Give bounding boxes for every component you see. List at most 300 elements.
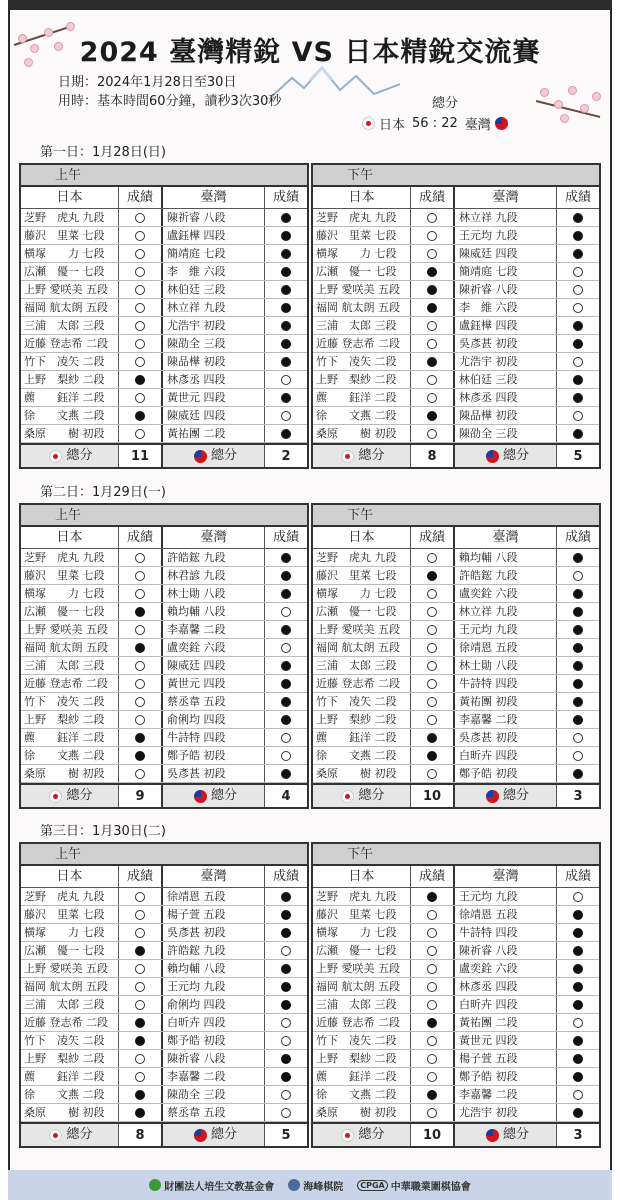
win-circle-icon (573, 892, 583, 902)
taiwan-flag-icon (194, 790, 207, 803)
taiwan-result-cell (557, 711, 599, 728)
loss-dot-icon (573, 589, 583, 599)
table-row (313, 1014, 599, 1032)
table-row (313, 317, 599, 335)
taiwan-player-name: 陳威廷 四段 (455, 245, 557, 262)
session-totals-row (313, 1122, 599, 1146)
taiwan-result-cell (265, 978, 307, 995)
taiwan-result-cell (557, 978, 599, 995)
loss-dot-icon (573, 321, 583, 331)
taiwan-result-cell (265, 942, 307, 959)
taiwan-player-name: 王元均 九段 (455, 888, 557, 905)
japan-player-name: 竹下 凌矢 二段 (313, 1032, 411, 1049)
overall-score-value: 56 : 22 (412, 116, 458, 131)
japan-player-name: 桑原 樹 初段 (21, 425, 119, 442)
loss-dot-icon (573, 715, 583, 725)
japan-player-name: 藨 鈺洋 二段 (21, 729, 119, 746)
table-row (21, 585, 307, 603)
loss-dot-icon (281, 571, 291, 581)
taiwan-player-name: 黃世元 四段 (163, 675, 265, 692)
loss-dot-icon (281, 213, 291, 223)
loss-dot-icon (135, 643, 145, 653)
day-title: 第二日：1月29日(一) (40, 485, 166, 500)
win-circle-icon (427, 910, 437, 920)
japan-flag-icon (49, 1129, 62, 1142)
japan-player-name: 上野 愛咲美 五段 (313, 281, 411, 298)
win-circle-icon (427, 249, 437, 259)
taiwan-player-name: 徐靖恩 五段 (455, 906, 557, 923)
japan-player-name: 横塚 力 七段 (21, 585, 119, 602)
loss-dot-icon (427, 303, 437, 313)
taiwan-player-name: 李嘉馨 二段 (455, 711, 557, 728)
japan-player-name: 広瀬 優一 七段 (313, 603, 411, 620)
table-row (21, 675, 307, 693)
win-circle-icon (135, 1072, 145, 1082)
taiwan-result-cell (265, 639, 307, 656)
loss-dot-icon (281, 393, 291, 403)
win-circle-icon (135, 393, 145, 403)
taiwan-result-cell (557, 888, 599, 905)
column-header-result: 成績 (564, 869, 591, 884)
japan-result-cell (119, 924, 163, 941)
taiwan-player-name: 牛詩特 四段 (455, 675, 557, 692)
japan-player-name: 徐 文燕 二段 (21, 407, 119, 424)
taiwan-result-cell (265, 209, 307, 226)
loss-dot-icon (281, 429, 291, 439)
table-row (313, 603, 599, 621)
japan-result-cell (411, 1050, 455, 1067)
win-circle-icon (573, 357, 583, 367)
column-header-result: 成績 (272, 530, 299, 545)
win-circle-icon (427, 982, 437, 992)
taiwan-player-name: 李 維 六段 (455, 299, 557, 316)
win-circle-icon (573, 303, 583, 313)
column-headers (313, 866, 599, 888)
match-rows (313, 888, 599, 1122)
japan-total-value: 11 (119, 445, 163, 467)
table-row (21, 639, 307, 657)
taiwan-player-name: 吳彥甚 初段 (163, 924, 265, 941)
table-row (21, 299, 307, 317)
loss-dot-icon (573, 928, 583, 938)
taiwan-player-name: 王元均 九段 (455, 621, 557, 638)
afternoon-session-table (311, 842, 601, 1148)
table-row (313, 960, 599, 978)
japan-result-cell (411, 263, 455, 280)
loss-dot-icon (281, 303, 291, 313)
taiwan-result-cell (557, 353, 599, 370)
japan-player-name: 桑原 樹 初段 (21, 765, 119, 782)
japan-result-cell (119, 1014, 163, 1031)
table-row (21, 960, 307, 978)
loss-dot-icon (135, 1036, 145, 1046)
table-row (21, 765, 307, 783)
win-circle-icon (427, 946, 437, 956)
japan-total-label (313, 785, 411, 807)
taiwan-result-cell (265, 353, 307, 370)
taiwan-player-name: 陳祈睿 八段 (163, 1050, 265, 1067)
taiwan-player-name: 蔡丞韋 五段 (163, 693, 265, 710)
japan-player-name: 上野 梨紗 二段 (313, 711, 411, 728)
win-circle-icon (573, 411, 583, 421)
session-heading: 下午 (313, 844, 599, 866)
taiwan-result-cell (557, 317, 599, 334)
table-row (21, 335, 307, 353)
column-header-result: 成績 (411, 527, 455, 548)
taiwan-player-name: 陳品樺 初段 (163, 353, 265, 370)
japan-result-cell (119, 906, 163, 923)
table-row (21, 1068, 307, 1086)
japan-flag-icon (341, 790, 354, 803)
loss-dot-icon (281, 661, 291, 671)
loss-dot-icon (281, 964, 291, 974)
table-row (21, 549, 307, 567)
win-circle-icon (135, 321, 145, 331)
japan-result-cell (119, 281, 163, 298)
footer-org-2-name: 海峰棋院 (303, 1181, 344, 1193)
japan-player-name: 上野 愛咲美 五段 (21, 281, 119, 298)
japan-result-cell (119, 675, 163, 692)
loss-dot-icon (135, 375, 145, 385)
taiwan-player-name: 盧鈺樺 四段 (455, 317, 557, 334)
session-heading: 下午 (313, 165, 599, 187)
japan-player-name: 藤沢 里菜 七段 (21, 567, 119, 584)
japan-result-cell (411, 765, 455, 782)
table-row (21, 389, 307, 407)
loss-dot-icon (573, 339, 583, 349)
taiwan-flag-icon (486, 450, 499, 463)
japan-result-cell (411, 549, 455, 566)
japan-player-name: 藤沢 里菜 七段 (313, 227, 411, 244)
taiwan-player-name: 林立祥 九段 (455, 209, 557, 226)
table-row (313, 711, 599, 729)
taiwan-result-cell (265, 567, 307, 584)
column-header-japan: 日本 (313, 527, 411, 548)
win-circle-icon (427, 213, 437, 223)
taiwan-result-cell (265, 281, 307, 298)
japan-result-cell (411, 371, 455, 388)
taiwan-player-name: 俞俐均 四段 (163, 711, 265, 728)
japan-result-cell (119, 621, 163, 638)
japan-player-name: 芝野 虎丸 九段 (313, 209, 411, 226)
japan-flag-icon (362, 117, 375, 130)
taiwan-player-name: 許皓鋐 九段 (163, 549, 265, 566)
japan-player-name: 徐 文燕 二段 (21, 747, 119, 764)
taiwan-result-cell (265, 729, 307, 746)
total-label-text: 總分 (502, 448, 529, 463)
session-totals-row (21, 1122, 307, 1146)
taiwan-player-name: 林彥丞 四段 (455, 978, 557, 995)
column-header-result: 成績 (119, 866, 163, 887)
taiwan-result-cell (557, 1104, 599, 1121)
loss-dot-icon (135, 1018, 145, 1028)
column-headers (21, 527, 307, 549)
event-meta (58, 73, 281, 111)
japan-player-name: 芝野 虎丸 九段 (21, 209, 119, 226)
table-row (313, 942, 599, 960)
taiwan-player-name: 牛詩特 四段 (455, 924, 557, 941)
taiwan-player-name: 俞俐均 四段 (163, 996, 265, 1013)
japan-result-cell (119, 389, 163, 406)
taiwan-player-name: 蔡丞韋 五段 (163, 1104, 265, 1121)
japan-player-name: 横塚 力 七段 (313, 245, 411, 262)
table-row (313, 657, 599, 675)
total-label-text: 總分 (210, 1127, 237, 1142)
japan-player-name: 三浦 太郎 三段 (21, 996, 119, 1013)
taiwan-player-name: 林士勛 八段 (163, 585, 265, 602)
win-circle-icon (135, 679, 145, 689)
japan-result-cell (119, 567, 163, 584)
japan-result-cell (119, 209, 163, 226)
japan-total-label (21, 785, 119, 807)
win-circle-icon (135, 589, 145, 599)
loss-dot-icon (281, 697, 291, 707)
taiwan-player-name: 陳劭全 三段 (455, 425, 557, 442)
japan-result-cell (119, 888, 163, 905)
table-row (21, 906, 307, 924)
japan-result-cell (119, 1068, 163, 1085)
win-circle-icon (281, 375, 291, 385)
taiwan-total-label (163, 1124, 265, 1146)
japan-player-name: 横塚 力 七段 (21, 924, 119, 941)
win-circle-icon (281, 1018, 291, 1028)
afternoon-session-table (311, 503, 601, 809)
japan-player-name: 竹下 凌矢 二段 (313, 693, 411, 710)
day-title: 第三日：1月30日(二) (40, 824, 166, 839)
japan-player-name: 上野 愛咲美 五段 (21, 960, 119, 977)
taiwan-result-cell (265, 1014, 307, 1031)
win-circle-icon (135, 1054, 145, 1064)
win-circle-icon (427, 231, 437, 241)
win-circle-icon (427, 1054, 437, 1064)
table-row (21, 693, 307, 711)
win-circle-icon (135, 769, 145, 779)
japan-player-name: 福岡 航太朗 五段 (21, 299, 119, 316)
taiwan-player-name: 許皓鋐 九段 (163, 942, 265, 959)
japan-player-name: 上野 梨紗 二段 (313, 1050, 411, 1067)
loss-dot-icon (573, 661, 583, 671)
japan-result-cell (411, 227, 455, 244)
taiwan-result-cell (557, 209, 599, 226)
taiwan-result-cell (265, 621, 307, 638)
taiwan-player-name: 鄭予皓 初段 (163, 747, 265, 764)
loss-dot-icon (281, 231, 291, 241)
japan-total-value: 8 (411, 445, 455, 467)
loss-dot-icon (427, 892, 437, 902)
taiwan-result-cell (265, 675, 307, 692)
win-circle-icon (135, 571, 145, 581)
win-circle-icon (427, 553, 437, 563)
japan-player-name: 藨 鈺洋 二段 (313, 389, 411, 406)
loss-dot-icon (281, 339, 291, 349)
japan-result-cell (411, 693, 455, 710)
japan-player-name: 広瀬 優一 七段 (313, 942, 411, 959)
taiwan-player-name: 陳祈睿 八段 (455, 942, 557, 959)
taiwan-player-name: 楊子萱 五段 (163, 906, 265, 923)
taiwan-player-name: 尤浩宇 初段 (455, 353, 557, 370)
table-row (313, 729, 599, 747)
japan-result-cell (119, 729, 163, 746)
taiwan-player-name: 陳祈睿 八段 (163, 209, 265, 226)
taiwan-total-label (163, 785, 265, 807)
japan-player-name: 三浦 太郎 三段 (21, 657, 119, 674)
total-label-text: 總分 (502, 788, 529, 803)
win-circle-icon (135, 429, 145, 439)
japan-result-cell (119, 227, 163, 244)
taiwan-player-name: 李 維 六段 (163, 263, 265, 280)
taiwan-result-cell (265, 924, 307, 941)
win-circle-icon (573, 571, 583, 581)
win-circle-icon (573, 1090, 583, 1100)
loss-dot-icon (427, 1090, 437, 1100)
win-circle-icon (135, 249, 145, 259)
loss-dot-icon (281, 357, 291, 367)
event-date: 日期：2024年1月28日至30日 (58, 75, 237, 90)
taiwan-player-name: 盧奕銓 六段 (455, 585, 557, 602)
win-circle-icon (281, 1108, 291, 1118)
loss-dot-icon (573, 553, 583, 563)
total-label-text: 總分 (358, 448, 385, 463)
loss-dot-icon (573, 946, 583, 956)
japan-total-value: 8 (119, 1124, 163, 1146)
japan-player-name: 近藤 登志希 二段 (21, 675, 119, 692)
taiwan-result-cell (557, 1032, 599, 1049)
japan-player-name: 藤沢 里菜 七段 (21, 906, 119, 923)
japan-player-name: 芝野 虎丸 九段 (313, 888, 411, 905)
session-heading: 上午 (21, 165, 307, 187)
japan-result-cell (119, 407, 163, 424)
japan-player-name: 上野 梨紗 二段 (21, 1050, 119, 1067)
taiwan-result-cell (265, 711, 307, 728)
japan-result-cell (411, 1086, 455, 1103)
match-rows (313, 549, 599, 783)
column-header-japan: 日本 (313, 187, 411, 208)
loss-dot-icon (573, 1000, 583, 1010)
win-circle-icon (427, 643, 437, 653)
japan-player-name: 福岡 航太朗 五段 (313, 639, 411, 656)
loss-dot-icon (135, 1090, 145, 1100)
table-row (21, 1014, 307, 1032)
japan-result-cell (411, 924, 455, 941)
page-title: 2024 臺灣精銳 VS 日本精銳交流賽 (79, 37, 541, 68)
japan-player-name: 近藤 登志希 二段 (313, 1014, 411, 1031)
japan-total-value: 10 (411, 1124, 455, 1146)
japan-result-cell (411, 747, 455, 764)
taiwan-result-cell (265, 317, 307, 334)
win-circle-icon (427, 321, 437, 331)
match-rows (313, 209, 599, 443)
win-circle-icon (135, 928, 145, 938)
taiwan-result-cell (265, 389, 307, 406)
loss-dot-icon (573, 429, 583, 439)
table-row (313, 425, 599, 443)
taiwan-result-cell (557, 245, 599, 262)
taiwan-player-name: 賴均輔 八段 (455, 549, 557, 566)
taiwan-result-cell (557, 924, 599, 941)
japan-result-cell (411, 621, 455, 638)
taiwan-player-name: 楊子萱 五段 (455, 1050, 557, 1067)
taiwan-player-name: 林彥丞 四段 (163, 371, 265, 388)
taiwan-result-cell (265, 765, 307, 782)
table-row (313, 675, 599, 693)
taiwan-player-name: 吳彥甚 初段 (455, 335, 557, 352)
table-row (21, 1032, 307, 1050)
overall-score-heading: 總分 (432, 96, 459, 111)
column-header-japan: 日本 (21, 866, 119, 887)
win-circle-icon (135, 625, 145, 635)
japan-result-cell (411, 960, 455, 977)
taiwan-result-cell (265, 906, 307, 923)
taiwan-result-cell (557, 603, 599, 620)
taiwan-result-cell (265, 1032, 307, 1049)
loss-dot-icon (427, 357, 437, 367)
taiwan-player-name: 吳彥甚 初段 (163, 765, 265, 782)
japan-player-name: 上野 愛咲美 五段 (313, 960, 411, 977)
table-row (313, 263, 599, 281)
taiwan-result-cell (265, 603, 307, 620)
win-circle-icon (427, 1072, 437, 1082)
match-rows (21, 888, 307, 1122)
japan-result-cell (119, 549, 163, 566)
table-row (21, 1086, 307, 1104)
win-circle-icon (427, 661, 437, 671)
table-row (21, 227, 307, 245)
taiwan-result-cell (265, 549, 307, 566)
table-row (313, 639, 599, 657)
win-circle-icon (427, 375, 437, 385)
taiwan-result-cell (557, 335, 599, 352)
column-headers (21, 866, 307, 888)
match-rows (21, 209, 307, 443)
win-circle-icon (135, 910, 145, 920)
japan-player-name: 芝野 虎丸 九段 (313, 549, 411, 566)
table-row (21, 729, 307, 747)
win-circle-icon (427, 589, 437, 599)
loss-dot-icon (427, 1018, 437, 1028)
japan-result-cell (119, 1086, 163, 1103)
japan-result-cell (411, 657, 455, 674)
taiwan-result-cell (557, 729, 599, 746)
table-row (313, 371, 599, 389)
column-header-taiwan: 臺灣 (455, 527, 557, 548)
japan-result-cell (119, 263, 163, 280)
taiwan-player-name: 尤浩宇 初段 (455, 1104, 557, 1121)
taiwan-player-name: 李嘉馨 二段 (163, 621, 265, 638)
japan-player-name: 藤沢 里菜 七段 (313, 906, 411, 923)
taiwan-player-name: 林立祥 九段 (163, 299, 265, 316)
footer (8, 1170, 612, 1200)
loss-dot-icon (573, 643, 583, 653)
loss-dot-icon (281, 1000, 291, 1010)
win-circle-icon (135, 892, 145, 902)
taiwan-player-name: 陳祈睿 八段 (455, 281, 557, 298)
japan-player-name: 竹下 凌矢 二段 (21, 353, 119, 370)
win-circle-icon (427, 715, 437, 725)
taiwan-result-cell (265, 263, 307, 280)
loss-dot-icon (281, 267, 291, 277)
taiwan-player-name: 盧鈺樺 四段 (163, 227, 265, 244)
loss-dot-icon (573, 982, 583, 992)
table-row (21, 353, 307, 371)
session-heading: 上午 (21, 505, 307, 527)
loss-dot-icon (427, 751, 437, 761)
win-circle-icon (135, 661, 145, 671)
column-header-japan: 日本 (313, 866, 411, 887)
table-row (313, 693, 599, 711)
loss-dot-icon (135, 607, 145, 617)
total-label-text: 總分 (358, 788, 385, 803)
win-circle-icon (281, 411, 291, 421)
